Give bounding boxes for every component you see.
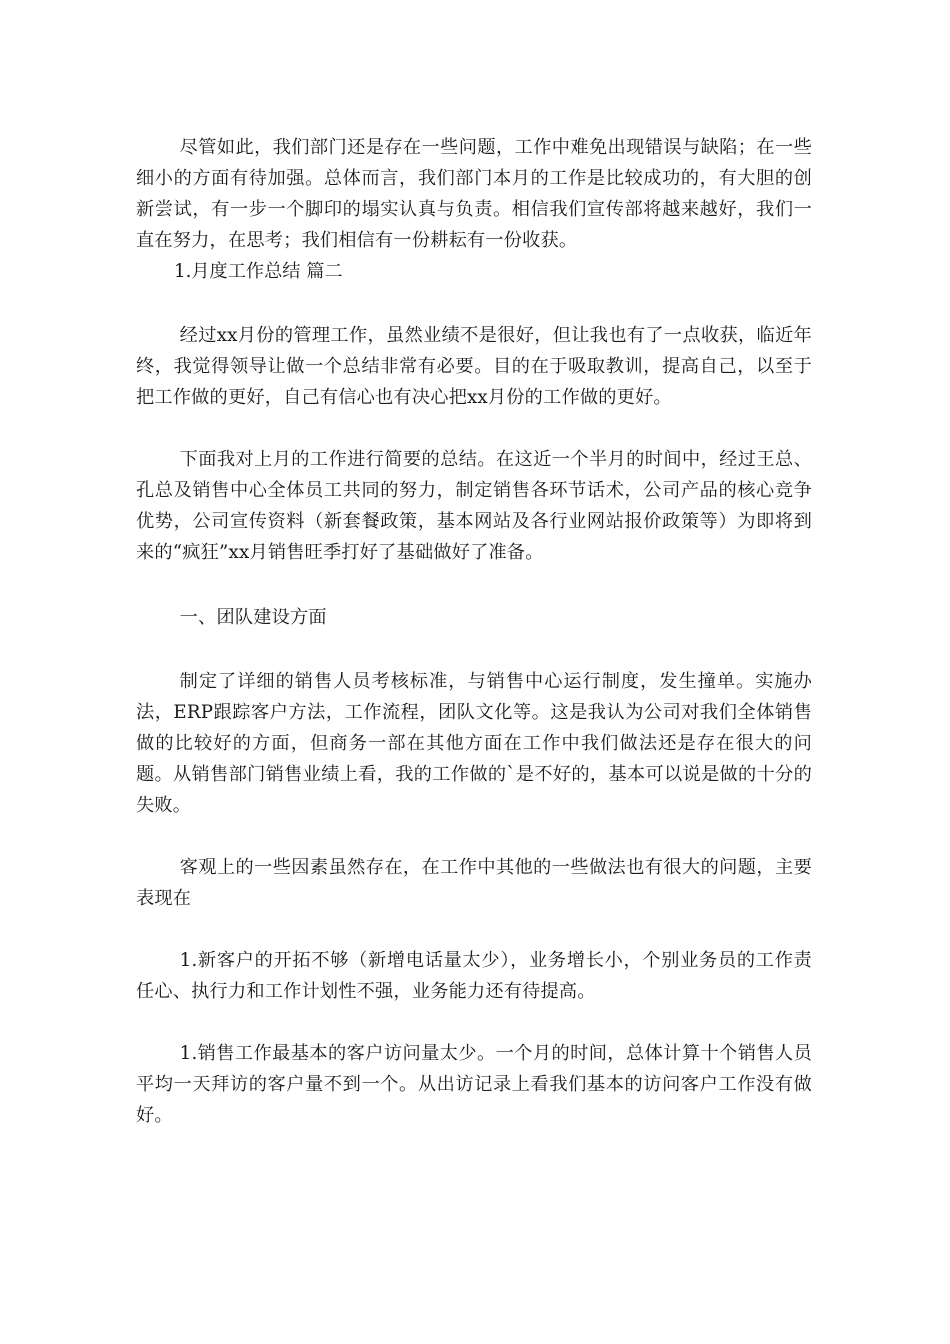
section-heading-part-two: 1.月度工作总结 篇二: [174, 261, 343, 282]
section-heading-team-building: 一、团队建设方面: [179, 607, 327, 628]
paragraph-summary: 下面我对上月的工作进行简要的总结。在这近一个半月的时间中，经过王总、孔总及销售中心全体员工共同的努力，制定销售各环节话术，公司产品的核心竞争优势，公司宣传资料（新套餐政策，基本网站及各行业网站报价政策等）为即将到来的“疯狂”xx月销售旺季打好了基础做好了准备。: [136, 449, 812, 563]
paragraph-conclusion: 尽管如此，我们部门还是存在一些问题，工作中难免出现错误与缺陷；在一些细小的方面有待加强。总体而言，我们部门本月的工作是比较成功的，有大胆的创新尝试，有一步一个脚印的塌实认真与负责。相信我们宣传部将越来越好，我们一直在努力，在思考；我们相信有一份耕耘有一份收获。: [136, 137, 812, 251]
document-page: [136, 132, 812, 1131]
paragraph-objective-factors: 客观上的一些因素虽然存在，在工作中其他的一些做法也有很大的问题，主要表现在: [136, 857, 812, 909]
list-item-visit-volume: 1.销售工作最基本的客户访问量太少。一个月的时间，总体计算十个销售人员平均一天拜访的客户量不到一个。从出访记录上看我们基本的访问客户工作没有做好。: [136, 1043, 812, 1126]
paragraph-intro: 经过xx月份的管理工作，虽然业绩不是很好，但让我也有了一点收获，临近年终，我觉得领导让做一个总结非常有必要。目的在于吸取教训，提高自己，以至于把工作做的更好，自己有信心也有决心把xx月份的工作做的更好。: [136, 325, 812, 408]
list-item-new-clients: 1.新客户的开拓不够（新增电话量太少），业务增长小，个别业务员的工作责任心、执行力和工作计划性不强，业务能力还有待提高。: [136, 950, 812, 1002]
paragraph-team-building: 制定了详细的销售人员考核标准，与销售中心运行制度，发生撞单。实施办法，ERP跟踪客户方法，工作流程，团队文化等。这是我认为公司对我们全体销售做的比较好的方面，但商务一部在其他方面在工作中我们做法还是存在很大的问题。从销售部门销售业绩上看，我的工作做的`是不好的，基本可以说是做的十分的失败。: [136, 671, 812, 816]
